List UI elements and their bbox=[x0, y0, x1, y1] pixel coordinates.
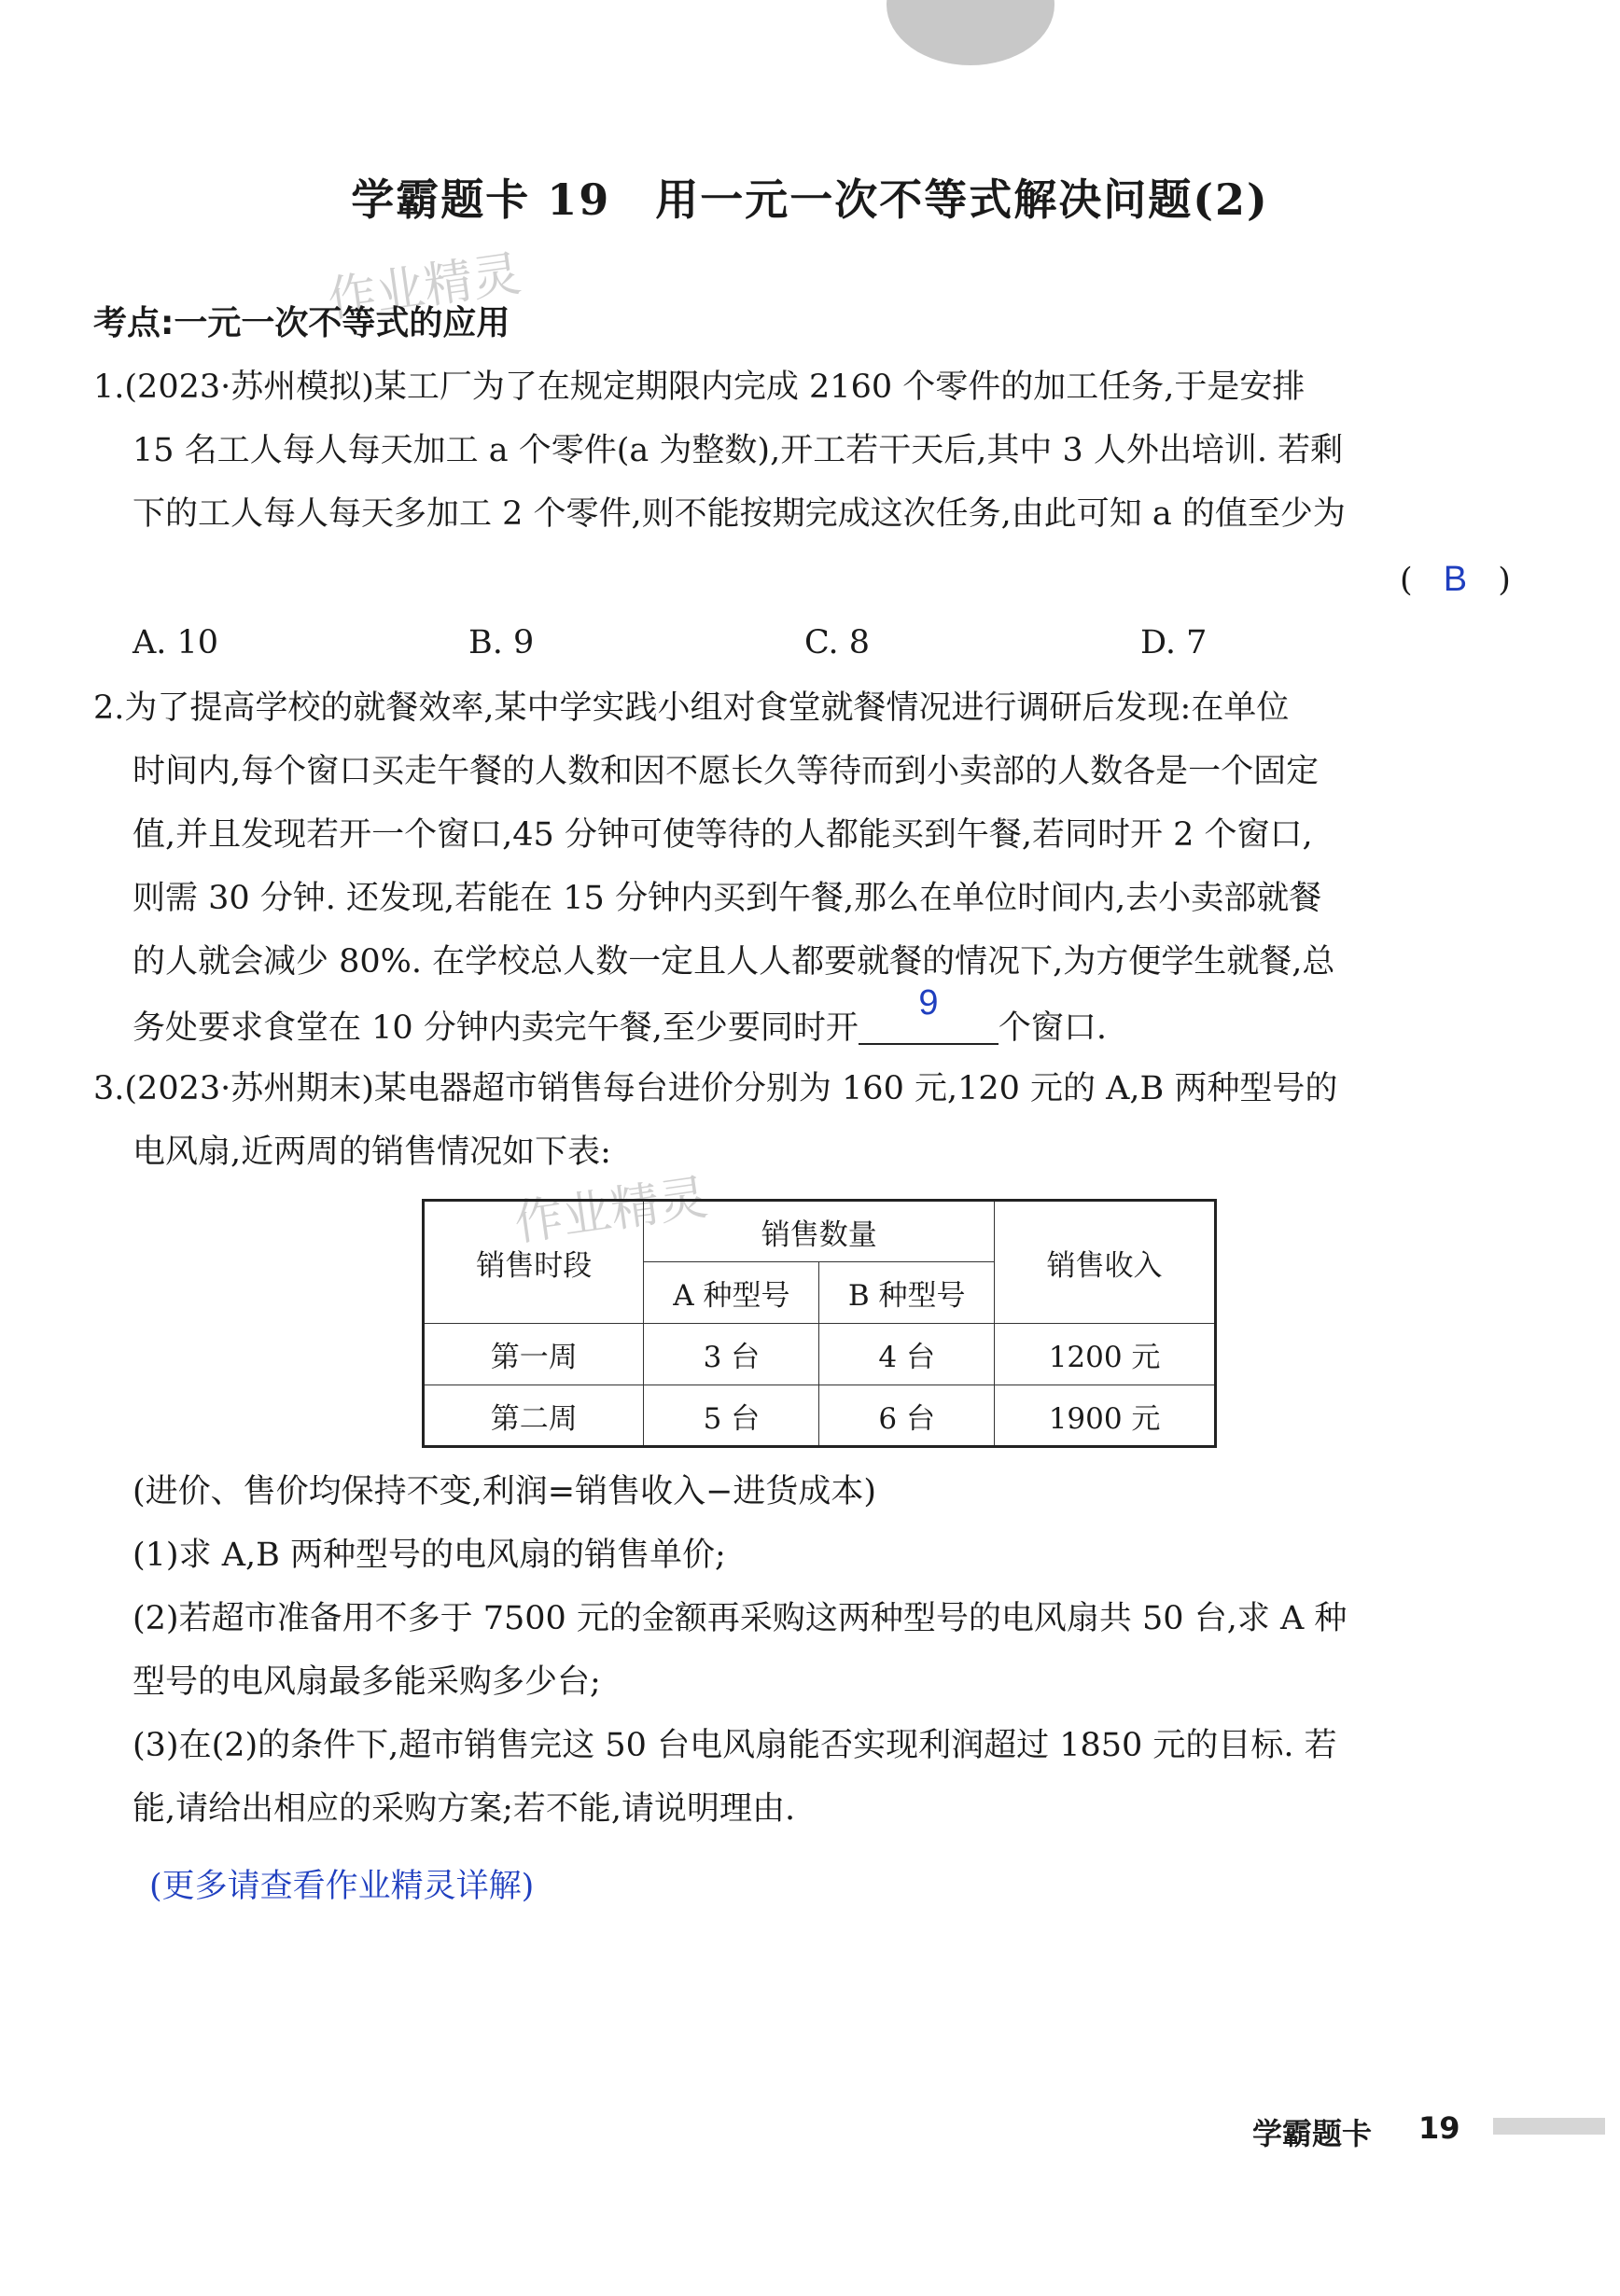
table-header-quantity: 销售数量 bbox=[644, 1201, 995, 1262]
table-row bbox=[424, 1385, 1216, 1447]
q1-line: 下的工人每人每天多加工 2 个零件,则不能按期完成这次任务,由此可知 a 的值至少为 bbox=[133, 495, 1346, 533]
q2-last-line bbox=[133, 983, 1108, 1047]
q1-paren-close: ) bbox=[1498, 562, 1511, 599]
sales-table bbox=[422, 1199, 1217, 1448]
section-heading: 考点:一元一次不等式的应用 bbox=[93, 304, 510, 342]
table-cell-period: 第二周 bbox=[424, 1385, 644, 1447]
footer-decor-bar bbox=[1493, 2118, 1605, 2135]
table-cell-a: 5 台 bbox=[644, 1385, 819, 1447]
q1-answer: B bbox=[1443, 560, 1468, 599]
q3-part-3: (3)在(2)的条件下,超市销售完这 50 台电风扇能否实现利润超过 1850 元的目标. 若 bbox=[133, 1727, 1337, 1764]
table-row bbox=[424, 1324, 1216, 1385]
footer-label: 学霸题卡 bbox=[1252, 2116, 1373, 2151]
q3-part-2: (2)若超市准备用不多于 7500 元的金额再采购这两种型号的电风扇共 50 台,求 A 种 bbox=[133, 1600, 1348, 1637]
q1-option-a: A. 10 bbox=[133, 624, 219, 661]
q3-line: 电风扇,近两周的销售情况如下表: bbox=[133, 1134, 611, 1171]
table-header-income: 销售收入 bbox=[995, 1201, 1216, 1324]
table-cell-b: 6 台 bbox=[819, 1385, 995, 1447]
q2-text-before: 务处要求食堂在 10 分钟内卖完午餐,至少要同时开 bbox=[133, 1009, 859, 1047]
table-cell-b: 4 台 bbox=[819, 1324, 995, 1385]
page-number: 19 bbox=[1418, 2110, 1460, 2146]
q2-answer: 9 bbox=[918, 983, 939, 1023]
q1-line: 1.(2023·苏州模拟)某工厂为了在规定期限内完成 2160 个零件的加工任务,于是安排 bbox=[93, 369, 1306, 406]
table-header-type-a: A 种型号 bbox=[644, 1262, 819, 1324]
table-cell-income: 1200 元 bbox=[995, 1324, 1216, 1385]
q2-line: 则需 30 分钟. 还发现,若能在 15 分钟内买到午餐,那么在单位时间内,去小卖部就餐 bbox=[133, 880, 1322, 917]
q1-paren-open: ( bbox=[1400, 562, 1413, 599]
q3-part-2-cont: 型号的电风扇最多能采购多少台; bbox=[133, 1663, 601, 1701]
q1-option-d: D. 7 bbox=[1140, 624, 1208, 661]
page-title: 学霸题卡 19 用一元一次不等式解决问题(2) bbox=[351, 174, 1269, 225]
q2-line: 时间内,每个窗口买走午餐的人数和因不愿长久等待而到小卖部的人数各是一个固定 bbox=[133, 753, 1320, 790]
q1-answer-bracket bbox=[1400, 562, 1511, 597]
q3-part-3-cont: 能,请给出相应的采购方案;若不能,请说明理由. bbox=[133, 1790, 796, 1828]
table-header-period: 销售时段 bbox=[424, 1201, 644, 1324]
q3-line: 3.(2023·苏州期末)某电器超市销售每台进价分别为 160 元,120 元的 A,B 两种型号的 bbox=[93, 1070, 1338, 1107]
q2-line: 的人就会减少 80%. 在学校总人数一定且人人都要就餐的情况下,为方便学生就餐,总 bbox=[133, 943, 1335, 981]
q2-text-after: 个窗口. bbox=[998, 1009, 1108, 1047]
watermark: 作业精灵 bbox=[510, 1169, 711, 1253]
watermark: 作业精灵 bbox=[324, 245, 524, 329]
q1-option-b: B. 9 bbox=[468, 624, 535, 661]
q2-line: 2.为了提高学校的就餐效率,某中学实践小组对食堂就餐情况进行调研后发现:在单位 bbox=[93, 689, 1290, 727]
table-cell-period: 第一周 bbox=[424, 1324, 644, 1385]
q2-answer-blank bbox=[859, 983, 999, 1045]
more-link[interactable]: (更多请查看作业精灵详解) bbox=[149, 1868, 535, 1905]
q2-line: 值,并且发现若开一个窗口,45 分钟可使等待的人都能买到午餐,若同时开 2 个窗口, bbox=[133, 816, 1313, 854]
q3-part-1: (1)求 A,B 两种型号的电风扇的销售单价; bbox=[133, 1537, 726, 1574]
table-cell-income: 1900 元 bbox=[995, 1385, 1216, 1447]
q1-option-c: C. 8 bbox=[804, 624, 871, 661]
q3-note: (进价、售价均保持不变,利润=销售收入−进货成本) bbox=[133, 1473, 877, 1510]
q1-line: 15 名工人每人每天加工 a 个零件(a 为整数),开工若干天后,其中 3 人外出培训. 若剩 bbox=[133, 432, 1344, 469]
table-cell-a: 3 台 bbox=[644, 1324, 819, 1385]
top-decor-arc bbox=[887, 0, 1054, 65]
table-header-type-b: B 种型号 bbox=[819, 1262, 995, 1324]
